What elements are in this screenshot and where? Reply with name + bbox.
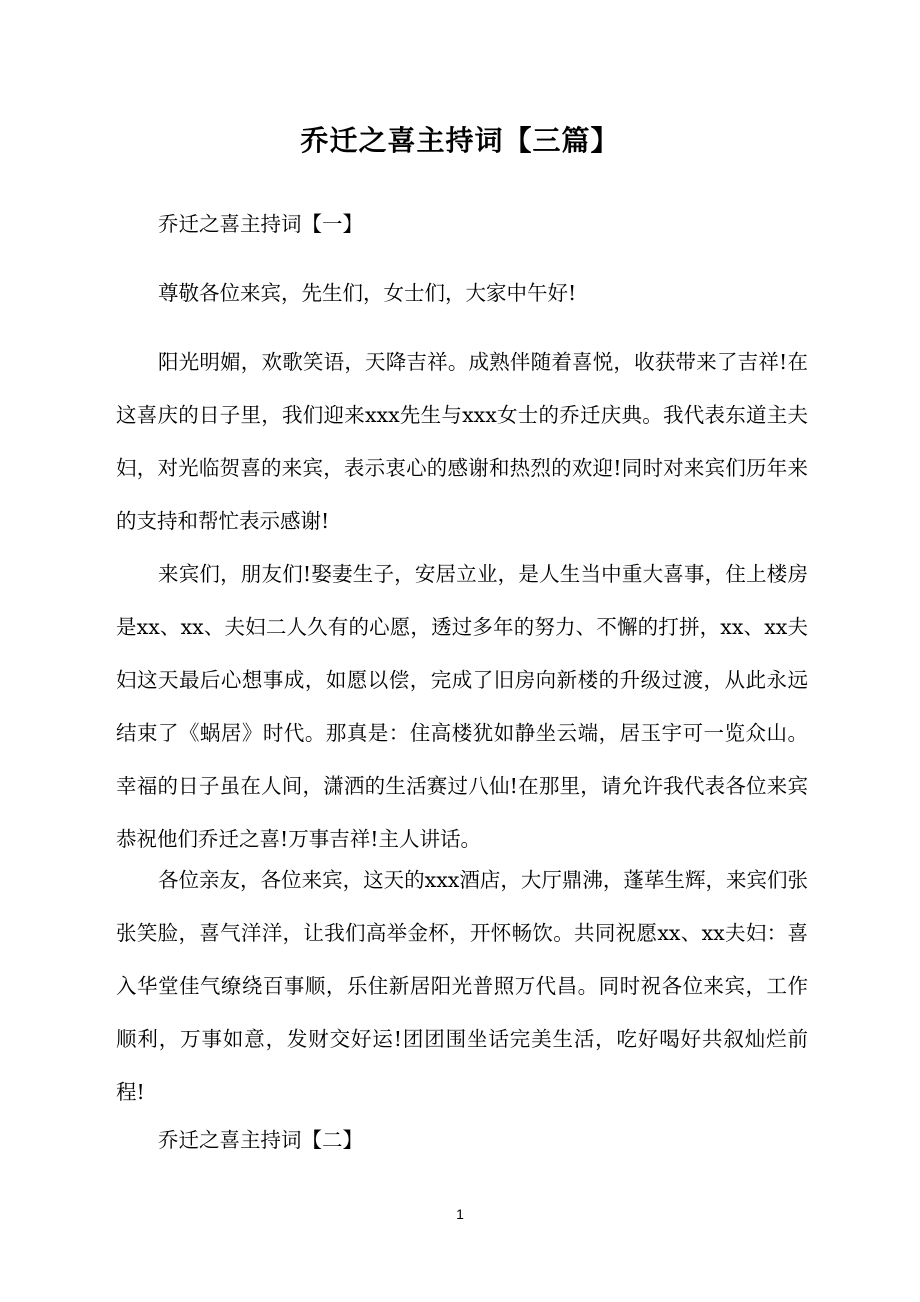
toast-paragraph: 各位亲友，各位来宾，这天的xxx酒店，大厅鼎沸，蓬荜生辉，来宾们张张笑脸，喜气洋洋，让我们高举金杯，开怀畅饮。共同祝愿xx、xx夫妇：喜入华堂佳气缭绕百事顺，乐住新居阳光普照万代昌。同时祝各位来宾，工作顺利，万事如意，发财交好运!团团围坐话完美生活，吃好喝好共叙灿烂前程! <box>116 868 808 1104</box>
page-number: 1 <box>456 1206 464 1222</box>
greeting-paragraph: 尊敬各位来宾，先生们，女士们，大家中午好! <box>158 281 577 305</box>
opening-paragraph: 阳光明媚，欢歌笑语，天降吉祥。成熟伴随着喜悦，收获带来了吉祥!在这喜庆的日子里，我们迎来xxx先生与xxx女士的乔迁庆典。我代表东道主夫妇，对光临贺喜的来宾，表示衷心的感谢和热烈的欢迎!同时对来宾们历年来的支持和帮忙表示感谢! <box>116 350 808 533</box>
section-heading-two: 乔迁之喜主持词【二】 <box>158 1128 363 1152</box>
section-heading-one: 乔迁之喜主持词【一】 <box>158 212 363 236</box>
document-title: 乔迁之喜主持词【三篇】 <box>300 124 620 157</box>
housewarming-paragraph: 来宾们，朋友们!娶妻生子，安居立业，是人生当中重大喜事，住上楼房是xx、xx、夫妇二人久有的心愿，透过多年的努力、不懈的打拼，xx、xx夫妇这天最后心想事成，如愿以偿，完成了旧房向新楼的升级过渡，从此永远结束了《蜗居》时代。那真是：住高楼犹如静坐云端，居玉宇可一览众山。幸福的日子虽在人间，潇洒的生活赛过八仙!在那里，请允许我代表各位来宾恭祝他们乔迁之喜!万事吉祥!主人讲话。 <box>116 562 808 851</box>
